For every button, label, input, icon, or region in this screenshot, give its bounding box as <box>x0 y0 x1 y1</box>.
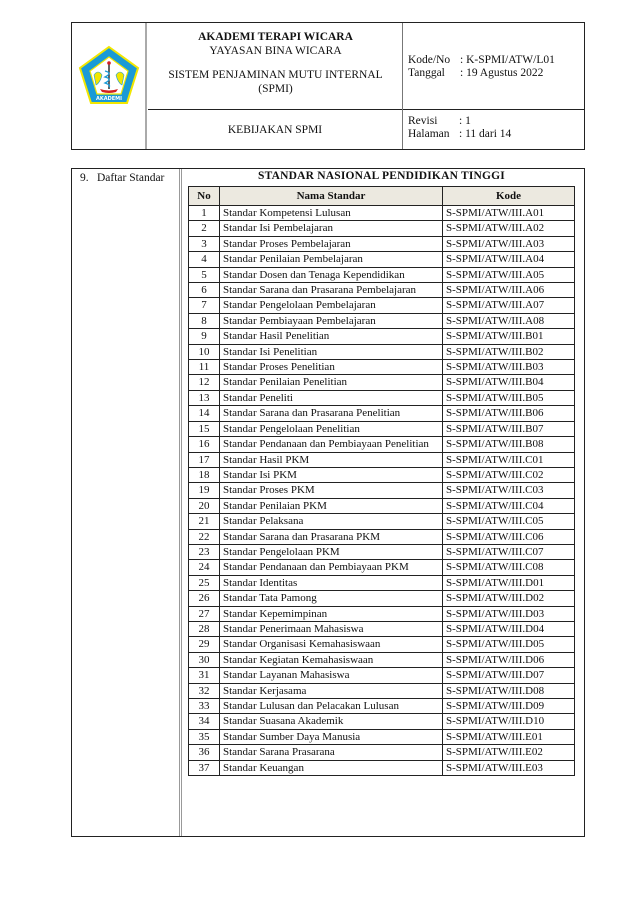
table-row <box>189 344 575 359</box>
row-number: 20 <box>189 498 220 513</box>
standard-name: Standar Pengelolaan Penelitian <box>220 421 443 436</box>
standard-name: Standar Pembiayaan Pembelajaran <box>220 313 443 328</box>
row-number: 1 <box>189 206 220 221</box>
table-body <box>189 206 575 776</box>
table-row <box>189 729 575 744</box>
standard-name: Standar Isi Pembelajaran <box>220 221 443 236</box>
standard-name: Standar Kompetensi Lulusan <box>220 206 443 221</box>
table-row <box>189 514 575 529</box>
row-number: 34 <box>189 714 220 729</box>
standard-name: Standar Pendanaan dan Pembiayaan Penelitian <box>220 437 443 452</box>
standard-code: S-SPMI/ATW/III.A06 <box>443 283 575 298</box>
standard-name: Standar Kerjasama <box>220 683 443 698</box>
table-row <box>189 375 575 390</box>
column-header-code: Kode <box>443 187 575 206</box>
table-row <box>189 591 575 606</box>
standard-name: Standar Proses Pembelajaran <box>220 236 443 251</box>
table-row <box>189 529 575 544</box>
halaman-value: : 11 dari 14 <box>459 128 512 140</box>
table-row <box>189 668 575 683</box>
standard-name: Standar Hasil PKM <box>220 452 443 467</box>
section-title: STANDAR NASIONAL PENDIDIKAN TINGGI <box>258 170 505 182</box>
standard-code: S-SPMI/ATW/III.C05 <box>443 514 575 529</box>
table-row <box>189 452 575 467</box>
table-row <box>189 621 575 636</box>
row-number: 16 <box>189 437 220 452</box>
standard-name: Standar Pendanaan dan Pembiayaan PKM <box>220 560 443 575</box>
institution-name: AKADEMI TERAPI WICARA <box>198 31 353 43</box>
standard-code: S-SPMI/ATW/III.C06 <box>443 529 575 544</box>
table-row <box>189 760 575 775</box>
standard-name: Standar Pengelolaan Pembelajaran <box>220 298 443 313</box>
table-row <box>189 467 575 482</box>
table-row <box>189 606 575 621</box>
row-number: 37 <box>189 760 220 775</box>
standard-code: S-SPMI/ATW/III.E01 <box>443 729 575 744</box>
row-number: 21 <box>189 514 220 529</box>
standard-name: Standar Proses PKM <box>220 483 443 498</box>
table-row <box>189 683 575 698</box>
row-number: 6 <box>189 283 220 298</box>
standard-name: Standar Sumber Daya Manusia <box>220 729 443 744</box>
row-number: 25 <box>189 575 220 590</box>
table-row <box>189 236 575 251</box>
table-row <box>189 406 575 421</box>
row-number: 7 <box>189 298 220 313</box>
row-number: 13 <box>189 390 220 405</box>
standard-name: Standar Keuangan <box>220 760 443 775</box>
row-number: 8 <box>189 313 220 328</box>
akademi-terapi-wicara-logo-icon <box>78 45 140 107</box>
standard-code: S-SPMI/ATW/III.B06 <box>443 406 575 421</box>
standard-code: S-SPMI/ATW/III.A05 <box>443 267 575 282</box>
table-row <box>189 714 575 729</box>
table-row <box>189 637 575 652</box>
standard-name: Standar Sarana Prasarana <box>220 745 443 760</box>
standard-code: S-SPMI/ATW/III.D01 <box>443 575 575 590</box>
table-row <box>189 206 575 221</box>
revisi-label: Revisi <box>408 115 438 127</box>
standard-name: Standar Penilaian PKM <box>220 498 443 513</box>
kode-value: : K-SPMI/ATW/L01 <box>460 54 555 66</box>
standard-code: S-SPMI/ATW/III.D04 <box>443 621 575 636</box>
standard-code: S-SPMI/ATW/III.D02 <box>443 591 575 606</box>
header-divider-vertical <box>402 23 403 149</box>
table-row <box>189 221 575 236</box>
standard-code: S-SPMI/ATW/III.D10 <box>443 714 575 729</box>
standard-name: Standar Sarana dan Prasarana Pembelajaran <box>220 283 443 298</box>
section-label: Daftar Standar <box>97 172 165 184</box>
standard-name: Standar Identitas <box>220 575 443 590</box>
policy-title: KEBIJAKAN SPMI <box>227 123 323 136</box>
row-number: 10 <box>189 344 220 359</box>
standard-code: S-SPMI/ATW/III.D06 <box>443 652 575 667</box>
row-number: 30 <box>189 652 220 667</box>
system-name: SISTEM PENJAMINAN MUTU INTERNAL <box>168 69 383 81</box>
table-row <box>189 544 575 559</box>
kode-row <box>408 54 555 67</box>
svg-text:AKADEMI: AKADEMI <box>95 96 123 102</box>
tanggal-label: Tanggal <box>408 67 445 79</box>
section-number: 9. <box>80 172 89 184</box>
standard-code: S-SPMI/ATW/III.C01 <box>443 452 575 467</box>
section-label-cell <box>72 169 182 836</box>
institution-title-block <box>148 23 403 110</box>
standard-name: Standar Penilaian Penelitian <box>220 375 443 390</box>
standard-code: S-SPMI/ATW/III.D05 <box>443 637 575 652</box>
document-header <box>71 22 585 150</box>
standard-code: S-SPMI/ATW/III.D07 <box>443 668 575 683</box>
row-number: 27 <box>189 606 220 621</box>
logo-cell <box>72 23 147 149</box>
table-row <box>189 437 575 452</box>
standard-code: S-SPMI/ATW/III.C03 <box>443 483 575 498</box>
table-row <box>189 360 575 375</box>
standard-name: Standar Proses Penelitian <box>220 360 443 375</box>
table-row <box>189 298 575 313</box>
standard-name: Standar Isi PKM <box>220 467 443 482</box>
standard-name: Standar Peneliti <box>220 390 443 405</box>
standard-name: Standar Organisasi Kemahasiswaan <box>220 637 443 652</box>
standard-name: Standar Dosen dan Tenaga Kependidikan <box>220 267 443 282</box>
table-row <box>189 575 575 590</box>
standard-code: S-SPMI/ATW/III.E03 <box>443 760 575 775</box>
standard-code: S-SPMI/ATW/III.B05 <box>443 390 575 405</box>
standard-code: S-SPMI/ATW/III.C08 <box>443 560 575 575</box>
row-number: 14 <box>189 406 220 421</box>
row-number: 5 <box>189 267 220 282</box>
standard-code: S-SPMI/ATW/III.B02 <box>443 344 575 359</box>
row-number: 28 <box>189 621 220 636</box>
revisi-value: : 1 <box>459 115 471 127</box>
standard-code: S-SPMI/ATW/III.A08 <box>443 313 575 328</box>
standard-name: Standar Pelaksana <box>220 514 443 529</box>
column-header-no: No <box>189 187 220 206</box>
row-number: 23 <box>189 544 220 559</box>
standard-code: S-SPMI/ATW/III.B04 <box>443 375 575 390</box>
standard-name: Standar Sarana dan Prasarana PKM <box>220 529 443 544</box>
row-number: 26 <box>189 591 220 606</box>
standard-name: Standar Penerimaan Mahasiswa <box>220 621 443 636</box>
table-row <box>189 283 575 298</box>
row-number: 3 <box>189 236 220 251</box>
table-row <box>189 699 575 714</box>
foundation-name: YAYASAN BINA WICARA <box>209 44 342 57</box>
row-number: 11 <box>189 360 220 375</box>
tanggal-row <box>408 67 555 80</box>
row-number: 22 <box>189 529 220 544</box>
row-number: 15 <box>189 421 220 436</box>
table-row <box>189 313 575 328</box>
standard-name: Standar Penilaian Pembelajaran <box>220 252 443 267</box>
table-row <box>189 329 575 344</box>
document-meta-revision-page <box>408 115 511 141</box>
row-number: 9 <box>189 329 220 344</box>
halaman-row <box>408 128 511 141</box>
standard-name: Standar Lulusan dan Pelacakan Lulusan <box>220 699 443 714</box>
row-number: 24 <box>189 560 220 575</box>
table-row <box>189 652 575 667</box>
standard-name: Standar Isi Penelitian <box>220 344 443 359</box>
standard-name: Standar Tata Pamong <box>220 591 443 606</box>
revisi-row <box>408 115 511 128</box>
standard-code: S-SPMI/ATW/III.B03 <box>443 360 575 375</box>
document-meta-code-date <box>408 54 555 80</box>
row-number: 12 <box>189 375 220 390</box>
halaman-label: Halaman <box>408 128 450 140</box>
table-row <box>189 745 575 760</box>
table-row <box>189 267 575 282</box>
tanggal-value: : 19 Agustus 2022 <box>460 67 544 79</box>
table-header-row <box>189 187 575 206</box>
standard-code: S-SPMI/ATW/III.A04 <box>443 252 575 267</box>
standards-section <box>71 168 585 837</box>
row-number: 19 <box>189 483 220 498</box>
standard-code: S-SPMI/ATW/III.A03 <box>443 236 575 251</box>
system-abbreviation: (SPMI) <box>258 82 293 95</box>
row-number: 35 <box>189 729 220 744</box>
row-number: 2 <box>189 221 220 236</box>
table-row <box>189 421 575 436</box>
row-number: 32 <box>189 683 220 698</box>
row-number: 33 <box>189 699 220 714</box>
standard-name: Standar Sarana dan Prasarana Penelitian <box>220 406 443 421</box>
standard-name: Standar Kepemimpinan <box>220 606 443 621</box>
standard-name: Standar Hasil Penelitian <box>220 329 443 344</box>
standard-code: S-SPMI/ATW/III.B07 <box>443 421 575 436</box>
standard-name: Standar Pengelolaan PKM <box>220 544 443 559</box>
standard-code: S-SPMI/ATW/III.B08 <box>443 437 575 452</box>
standard-code: S-SPMI/ATW/III.A01 <box>443 206 575 221</box>
row-number: 17 <box>189 452 220 467</box>
standard-code: S-SPMI/ATW/III.A07 <box>443 298 575 313</box>
standard-code: S-SPMI/ATW/III.D08 <box>443 683 575 698</box>
standard-code: S-SPMI/ATW/III.A02 <box>443 221 575 236</box>
row-number: 18 <box>189 467 220 482</box>
row-number: 4 <box>189 252 220 267</box>
standard-code: S-SPMI/ATW/III.C07 <box>443 544 575 559</box>
table-row <box>189 390 575 405</box>
standard-name: Standar Suasana Akademik <box>220 714 443 729</box>
standard-name: Standar Kegiatan Kemahasiswaan <box>220 652 443 667</box>
standard-name: Standar Layanan Mahasiswa <box>220 668 443 683</box>
table-row <box>189 498 575 513</box>
table-row <box>189 560 575 575</box>
row-number: 29 <box>189 637 220 652</box>
standard-code: S-SPMI/ATW/III.C04 <box>443 498 575 513</box>
standard-code: S-SPMI/ATW/III.D09 <box>443 699 575 714</box>
row-number: 36 <box>189 745 220 760</box>
row-number: 31 <box>189 668 220 683</box>
standards-table <box>188 186 575 776</box>
standard-code: S-SPMI/ATW/III.E02 <box>443 745 575 760</box>
table-row <box>189 483 575 498</box>
table-row <box>189 252 575 267</box>
standard-code: S-SPMI/ATW/III.D03 <box>443 606 575 621</box>
column-header-name: Nama Standar <box>220 187 443 206</box>
standard-code: S-SPMI/ATW/III.C02 <box>443 467 575 482</box>
standard-code: S-SPMI/ATW/III.B01 <box>443 329 575 344</box>
kode-label: Kode/No <box>408 54 451 66</box>
